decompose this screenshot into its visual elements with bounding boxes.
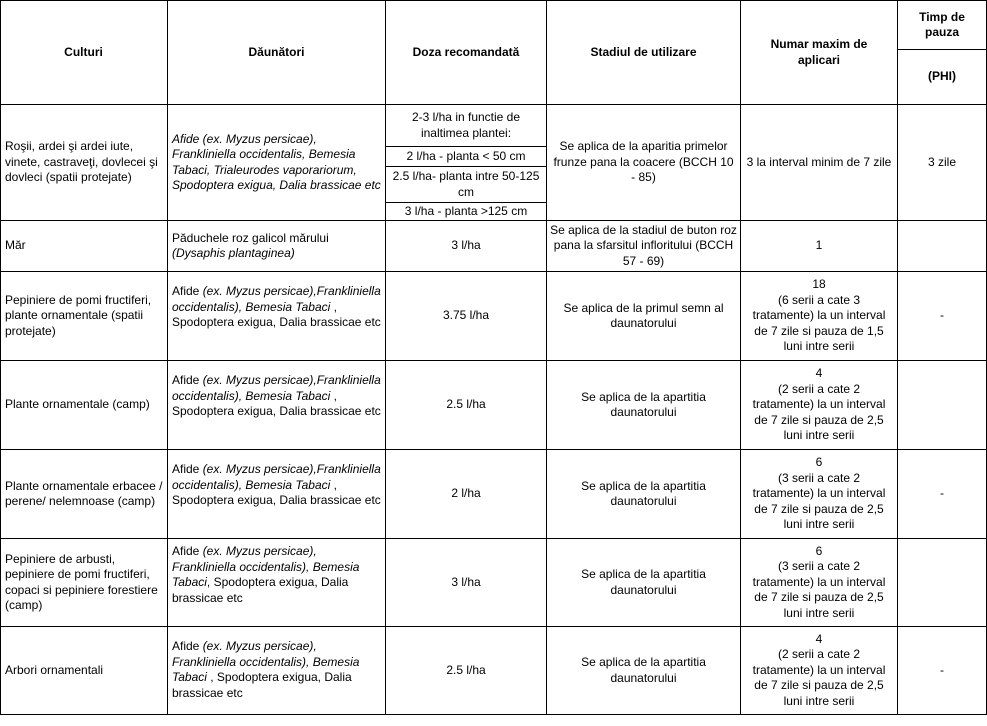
cell-text: 4 <box>815 631 823 646</box>
cell-text: Afide (ex. Myzus persicae), Frankliniella occidentalis, Bemesia Tabaci, Trialeurodes vaporariorum, Spodoptera exigua, Dalia brassicae etc <box>172 131 381 192</box>
row7-daunatori <box>168 627 385 714</box>
header-phi <box>898 50 986 104</box>
header-stadiul <box>547 1 740 104</box>
row6-numar <box>741 539 897 626</box>
cell-text: (3 serii a cate 2 tratamente) la un interval de 7 zile si pauza de 2,5 luni intre serii <box>752 470 886 532</box>
row2-culturi <box>1 221 167 271</box>
cell-text: , Spodoptera exigua, Dalia brassicae etc <box>172 575 349 605</box>
row1-daunatori <box>168 105 385 220</box>
cell-text: 2.5 l/ha- planta intre 50-125 cm <box>392 169 540 199</box>
cell-text: Bemesia Tabaci <box>245 388 331 403</box>
header-culturi <box>0 1 167 104</box>
header-numar <box>741 1 897 104</box>
cell-text: Se aplica de la apartitia daunatorului <box>581 478 706 508</box>
cell-text: Bemesia Tabaci <box>245 299 331 314</box>
header-stadiul-label: Stadiul de utilizare <box>590 44 697 59</box>
row4-stadiul <box>547 361 740 449</box>
row1-doza-sub3 <box>386 203 546 220</box>
cell-text: 6 <box>815 543 823 558</box>
row1-culturi <box>1 105 167 220</box>
cell-text: (6 serii a cate 3 tratamente) la un interval de 7 zile si pauza de 1,5 luni intre serii <box>752 292 886 354</box>
row3-numar <box>741 272 897 360</box>
cell-text: 3 l/ha <box>451 574 481 589</box>
cell-text: - <box>940 308 944 323</box>
header-doza-label: Doza recomandată <box>412 44 520 59</box>
row1-doza-sub2 <box>386 167 546 202</box>
row4-doza <box>386 361 546 449</box>
row2-daunatori <box>168 221 385 271</box>
cell-text: 2 l/ha - planta < 50 cm <box>406 148 526 163</box>
cell-text: Măr <box>5 238 26 253</box>
cell-text: Afide <box>172 284 203 298</box>
cell-text: Arbori ornamentali <box>5 662 104 677</box>
row3-stadiul <box>547 272 740 360</box>
cell-text: Plante ornamentale (camp) <box>5 397 150 412</box>
row5-phi <box>898 450 986 538</box>
cell-text: Afide <box>172 373 203 387</box>
header-doza <box>386 1 546 104</box>
cell-text: 3 zile <box>927 154 956 169</box>
cell-text: (Dysaphis plantaginea) <box>172 246 295 260</box>
row5-doza <box>386 450 546 538</box>
cell-text: (ex. Myzus persicae),Frankliniella occidentalis), <box>172 284 381 314</box>
cell-text: 2.5 l/ha <box>446 662 486 677</box>
row6-culturi <box>1 539 167 626</box>
row3-doza <box>386 272 546 360</box>
row6-phi <box>898 539 986 626</box>
cell-text: (ex. Myzus persicae),Frankliniella occidentalis), <box>172 462 381 492</box>
row7-doza <box>386 627 546 714</box>
cell-text: Afide <box>172 462 203 476</box>
cell-text: 18 <box>812 277 826 292</box>
row4-numar <box>741 361 897 449</box>
cell-text: 4 <box>815 366 823 381</box>
cell-text: (2 serii a cate 2 tratamente) la un interval de 7 zile si pauza de 2,5 luni intre serii <box>752 381 886 443</box>
header-numar-label: Numar maxim de aplicari <box>770 37 868 67</box>
row2-phi <box>898 221 986 271</box>
row1-phi <box>898 105 986 220</box>
header-daunatori <box>168 1 385 104</box>
row3-phi <box>898 272 986 360</box>
cell-text: 1 <box>815 238 823 253</box>
cell-text: 2 l/ha <box>451 486 481 501</box>
cell-text: (2 serii a cate 2 tratamente) la un interval de 7 zile si pauza de 2,5 luni intre serii <box>752 647 886 708</box>
row1-doza-sub1 <box>386 147 546 166</box>
header-phi-label: (PHI) <box>928 69 956 84</box>
cell-text: 3.75 l/ha <box>442 308 490 323</box>
cell-text: Se aplica de la apartitia daunatorului <box>581 567 706 597</box>
cell-text: Se aplica de la apartitia daunatorului <box>581 389 706 419</box>
row2-stadiul <box>547 221 740 271</box>
row4-daunatori <box>168 361 385 449</box>
cell-text: 2.5 l/ha <box>446 397 486 412</box>
row1-doza-main <box>386 105 546 146</box>
cell-text: , Spodoptera exigua, Dalia brassicae etc <box>172 670 352 700</box>
row6-doza <box>386 539 546 626</box>
row3-culturi <box>1 272 167 360</box>
cell-text: 3 l/ha <box>451 238 481 253</box>
cell-text: (ex. Myzus persicae), Frankliniella occidentalis), Bemesia Tabaci <box>172 544 360 589</box>
cell-text: Plante ornamentale erbacee / perene/ nelemnoase (camp) <box>5 478 163 508</box>
cell-text: Se aplica de la stadiul de buton roz pana la sfarsitul infloritului (BCCH 57 - 69) <box>550 222 737 268</box>
cell-text: Pepiniere de arbusti, pepiniere de pomi fructiferi, copaci si pepiniere forestiere (camp) <box>5 551 158 612</box>
row6-stadiul <box>547 539 740 626</box>
row7-stadiul <box>547 627 740 714</box>
cell-text: 3 la interval minim de 7 zile <box>746 154 892 169</box>
row7-culturi <box>1 627 167 714</box>
row6-daunatori <box>168 539 385 626</box>
row4-phi <box>898 361 986 449</box>
cell-text: 2-3 l/ha in functie de inaltimea plantei: <box>411 110 521 140</box>
cell-text: Bemesia Tabaci <box>245 477 331 492</box>
cell-text: (ex. Myzus persicae),Frankliniella occidentalis), <box>172 373 381 403</box>
cell-text: Afide <box>172 544 203 558</box>
row5-daunatori <box>168 450 385 538</box>
cell-text: Se aplica de la primul semn al daunatorului <box>563 300 724 330</box>
cell-text: 6 <box>815 455 823 470</box>
row1-stadiul <box>547 105 740 220</box>
row3-daunatori <box>168 272 385 360</box>
cell-text: Pepiniere de pomi fructiferi, plante ornamentale (spatii protejate) <box>5 292 152 338</box>
cell-text: 3 l/ha - planta >125 cm <box>404 203 528 218</box>
cell-text: , Spodoptera exigua, Dalia brassicae etc <box>172 299 381 329</box>
cell-text: Se aplica de la apartitia daunatorului <box>581 655 706 685</box>
cell-text: , Spodoptera exigua, Dalia brassicae etc <box>172 477 381 507</box>
header-timp-label: Timp de pauza <box>919 9 965 39</box>
cell-text: Păduchele roz galicol mărului <box>172 230 329 245</box>
grid-line <box>0 714 987 715</box>
row7-numar <box>741 627 897 714</box>
cell-text: (ex. Myzus persicae), Frankliniella occidentalis), Bemesia Tabaci <box>172 639 360 684</box>
row7-phi <box>898 627 986 714</box>
row5-culturi <box>1 450 167 538</box>
header-daunatori-label: Dăunători <box>248 44 305 59</box>
cell-text: (3 serii a cate 2 tratamente) la un interval de 7 zile si pauza de 2,5 luni intre serii <box>752 559 886 620</box>
cell-text: - <box>940 662 944 677</box>
row2-doza <box>386 221 546 271</box>
cell-text: Roşii, ardei şi ardei iute, vinete, castraveţi, dovlecei şi dovleci (spatii protejate) <box>5 139 158 185</box>
row5-numar <box>741 450 897 538</box>
row1-numar <box>741 105 897 220</box>
cell-text: - <box>940 486 944 501</box>
header-culturi-label: Culturi <box>64 44 103 59</box>
header-timp <box>898 1 986 49</box>
row4-culturi <box>1 361 167 449</box>
row2-numar <box>741 221 897 271</box>
row5-stadiul <box>547 450 740 538</box>
cell-text: Se aplica de la aparitia primelor frunze pana la coacere (BCCH 10 - 85) <box>553 139 734 185</box>
cell-text: Afide <box>172 639 203 653</box>
cell-text: , Spodoptera exigua, Dalia brassicae etc <box>172 388 381 418</box>
